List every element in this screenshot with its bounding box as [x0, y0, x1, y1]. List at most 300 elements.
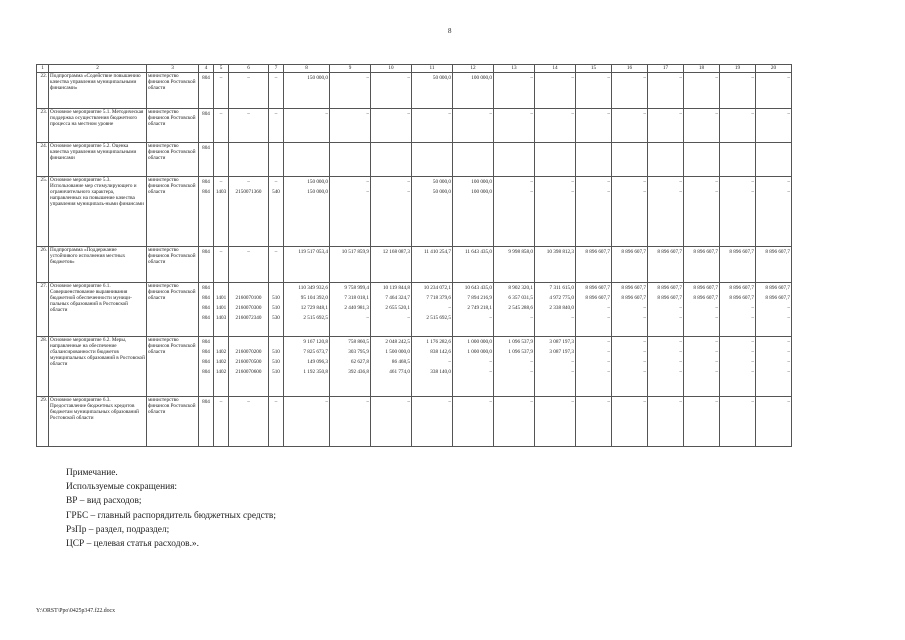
value-line: 2 515 692,5	[303, 315, 328, 321]
value-cell	[371, 177, 412, 247]
value-line: 2 440 981,3	[344, 305, 369, 311]
value-cell	[612, 337, 648, 397]
value-line: 530	[272, 315, 280, 321]
value-line: 100 000,0	[471, 75, 492, 81]
value-line: 11 410 254,7	[423, 249, 451, 255]
value-line: 1402	[215, 359, 227, 365]
value-cell	[412, 177, 453, 247]
value-line: 1 176 282,6	[426, 339, 451, 345]
value-line	[454, 143, 492, 153]
value-line: 8 896 607,7	[657, 295, 682, 301]
value-line: –	[530, 75, 533, 81]
value-cell	[284, 337, 330, 397]
value-cell	[720, 73, 756, 109]
value-cell	[284, 177, 330, 247]
value-line: –	[274, 399, 278, 405]
value-line: –	[643, 399, 646, 405]
value-cell	[612, 177, 648, 247]
value-cell	[269, 73, 284, 109]
value-line: –	[274, 249, 278, 255]
value-line: 95 104 392,0	[300, 295, 328, 301]
value-line: –	[643, 315, 646, 321]
value-cell	[412, 283, 453, 337]
value-line: 2150071360	[235, 189, 262, 195]
value-line: –	[489, 399, 492, 405]
value-cell	[330, 177, 371, 247]
value-line: 8 896 607,7	[585, 249, 610, 255]
value-cell	[612, 109, 648, 143]
value-cell	[576, 177, 612, 247]
row-name-cell: Подпрограмма «Содействие повышению качества управления муниципальными финансами»	[49, 73, 147, 109]
value-line: –	[751, 179, 754, 185]
header-cell: 3	[147, 65, 199, 73]
header-cell: 19	[720, 65, 756, 73]
value-line: –	[679, 111, 682, 117]
value-cell	[199, 397, 214, 447]
header-cell: 11	[412, 65, 453, 73]
value-line: –	[366, 399, 369, 405]
value-line: –	[607, 75, 610, 81]
value-line: 1401	[215, 295, 227, 301]
value-line: 150 000,0	[307, 189, 328, 195]
value-line: 150 000,0	[307, 75, 328, 81]
value-line: –	[407, 399, 410, 405]
value-cell	[453, 177, 494, 247]
value-cell	[612, 143, 648, 177]
value-line: 50 000,0	[432, 189, 451, 195]
value-cell	[648, 397, 684, 447]
value-line: –	[530, 399, 533, 405]
value-line: –	[448, 111, 451, 117]
value-cell	[412, 337, 453, 397]
value-cell	[269, 177, 284, 247]
value-cell	[648, 143, 684, 177]
value-cell	[199, 109, 214, 143]
value-cell	[612, 397, 648, 447]
value-line: 804	[202, 339, 210, 345]
header-cell: 10	[371, 65, 412, 73]
value-line: –	[571, 399, 574, 405]
value-line: 12 168 087,3	[382, 249, 410, 255]
value-line: 62 627,8	[350, 359, 369, 365]
row-number-cell: 24.	[37, 143, 49, 177]
value-line: 8 896 607,7	[765, 295, 790, 301]
value-line: 10 517 859,9	[341, 249, 369, 255]
value-cell	[214, 397, 229, 447]
value-line: 338 140,0	[430, 369, 451, 375]
value-line: 1 000 000,0	[467, 349, 492, 355]
value-line: –	[751, 305, 754, 311]
value-cell	[269, 109, 284, 143]
value-line: 10 234 072,1	[423, 285, 451, 291]
value-line: –	[247, 399, 250, 405]
responsible-cell: министерство финансов Ростовской области	[147, 143, 199, 177]
value-line: –	[787, 75, 790, 81]
value-line: –	[715, 111, 718, 117]
value-line: 8 896 607,7	[621, 249, 646, 255]
responsible-cell: министерство финансов Ростовской области	[147, 247, 199, 283]
file-path: Y:\ORST\Ppo\0425p347.f22.docx	[36, 608, 116, 614]
row-number-cell: 28.	[37, 337, 49, 397]
value-cell	[229, 337, 269, 397]
value-line: 510	[272, 295, 280, 301]
value-line: –	[219, 399, 223, 405]
value-cell	[720, 247, 756, 283]
value-line: –	[366, 315, 369, 321]
value-line: 12 729 848,1	[300, 305, 328, 311]
value-line: 2 048 242,5	[385, 339, 410, 345]
row-number-cell: 25.	[37, 177, 49, 247]
value-line: –	[679, 349, 682, 355]
value-cell	[371, 397, 412, 447]
value-cell	[284, 397, 330, 447]
value-cell	[535, 283, 576, 337]
value-line	[270, 143, 282, 153]
value-cell	[269, 143, 284, 177]
value-line: –	[751, 339, 754, 345]
value-line: 1403	[215, 315, 227, 321]
value-cell	[494, 143, 535, 177]
value-line: 8 896 607,7	[729, 295, 754, 301]
value-line	[413, 143, 451, 153]
header-cell: 15	[576, 65, 612, 73]
value-line: 86 468,5	[391, 359, 410, 365]
value-cell	[371, 247, 412, 283]
value-line: –	[219, 111, 223, 117]
header-row	[37, 65, 792, 73]
value-line: –	[607, 189, 610, 195]
value-line: –	[787, 339, 790, 345]
value-line: –	[607, 349, 610, 355]
value-line: –	[643, 359, 646, 365]
header-cell: 5	[214, 65, 229, 73]
row-number-cell: 22.	[37, 73, 49, 109]
value-line: –	[366, 189, 369, 195]
value-cell	[612, 283, 648, 337]
value-line: –	[787, 359, 790, 365]
value-line: –	[643, 349, 646, 355]
value-line: 2 655 520,1	[385, 305, 410, 311]
value-line: –	[751, 75, 754, 81]
value-line: 804	[202, 295, 210, 301]
table-row	[37, 397, 792, 447]
value-cell	[229, 397, 269, 447]
value-line: –	[530, 369, 533, 375]
value-cell	[720, 109, 756, 143]
table-row	[37, 143, 792, 177]
value-line: 1402	[215, 369, 227, 375]
value-line: 804	[202, 285, 210, 291]
value-line: 149 096,3	[307, 359, 328, 365]
value-cell	[269, 283, 284, 337]
value-line: 8 896 607,7	[765, 285, 790, 291]
value-cell	[535, 337, 576, 397]
value-cell	[199, 143, 214, 177]
value-line: –	[325, 399, 328, 405]
row-number-cell: 29.	[37, 397, 49, 447]
value-cell	[684, 109, 720, 143]
value-line: 804	[202, 179, 210, 185]
row-name-cell: Основное мероприятие 5.1. Методическая поддержка осуществления бюджетного процесса на местном уровне	[49, 109, 147, 143]
value-line: –	[607, 369, 610, 375]
value-line	[285, 143, 328, 153]
value-line: 2160070600	[235, 369, 262, 375]
value-line: 1 192 350,8	[303, 369, 328, 375]
value-cell	[229, 73, 269, 109]
value-line: –	[715, 315, 718, 321]
value-line: –	[325, 111, 328, 117]
value-cell	[412, 143, 453, 177]
value-line: 8 896 607,7	[729, 285, 754, 291]
table-row	[37, 283, 792, 337]
value-cell	[535, 73, 576, 109]
value-line: 1401	[215, 305, 227, 311]
value-line: 8 896 607,7	[765, 249, 790, 255]
value-line: 2 338 840,0	[549, 305, 574, 311]
value-cell	[494, 109, 535, 143]
value-line: 2 749 218,1	[467, 305, 492, 311]
value-line: –	[247, 179, 250, 185]
value-line: 392 436,8	[348, 369, 369, 375]
value-line: 510	[272, 359, 280, 365]
value-cell	[453, 143, 494, 177]
value-line: 9 167 120,8	[303, 339, 328, 345]
value-line: 8 896 607,7	[621, 295, 646, 301]
value-cell	[576, 143, 612, 177]
note-line: ЦСР – целевая статья расходов.».	[66, 539, 199, 550]
header-cell: 8	[284, 65, 330, 73]
responsible-cell: министерство финансов Ростовской области	[147, 109, 199, 143]
value-line: 150 000,0	[307, 179, 328, 185]
value-cell	[229, 143, 269, 177]
value-cell	[720, 283, 756, 337]
value-line: 8 896 607,7	[657, 249, 682, 255]
row-name-cell: Основное мероприятие 6.3. Предоставление бюджетных кредитов бюджетам муниципальных образований Ростовской области	[49, 397, 147, 447]
value-line: –	[607, 339, 610, 345]
value-cell	[756, 337, 792, 397]
note-line: Используемые сокращения:	[66, 482, 178, 493]
value-line	[230, 337, 267, 347]
note-title: Примечание.	[66, 468, 118, 478]
value-cell	[330, 109, 371, 143]
responsible-cell: министерство финансов Ростовской области	[147, 177, 199, 247]
value-cell	[684, 283, 720, 337]
value-cell	[494, 337, 535, 397]
value-line: –	[751, 315, 754, 321]
row-name-cell: Основное мероприятие 5.3. Использование мер стимулирующего и ограничительного характера, направленных на повышение качества управления муниципаль-ными финансами	[49, 177, 147, 247]
value-cell	[269, 247, 284, 283]
note-block	[66, 466, 276, 551]
value-cell	[720, 397, 756, 447]
header-cell: 4	[199, 65, 214, 73]
value-cell	[756, 283, 792, 337]
value-cell	[214, 283, 229, 337]
value-line: –	[679, 359, 682, 365]
value-line: –	[247, 75, 250, 81]
value-cell	[535, 109, 576, 143]
header-cell: 16	[612, 65, 648, 73]
value-line: 804	[202, 359, 210, 365]
value-line: 838 142,6	[430, 349, 451, 355]
value-line: 303 795,9	[348, 349, 369, 355]
header-cell: 7	[269, 65, 284, 73]
value-cell	[576, 109, 612, 143]
value-line	[495, 143, 533, 153]
value-line: 2160070100	[235, 295, 262, 301]
value-line	[721, 143, 754, 153]
value-cell	[535, 397, 576, 447]
value-line	[230, 283, 267, 293]
value-cell	[269, 397, 284, 447]
value-line: –	[448, 399, 451, 405]
value-line: 10 119 844,8	[382, 285, 410, 291]
value-line: 110 349 932,6	[298, 285, 328, 291]
value-line: 2 545 288,6	[508, 305, 533, 311]
value-cell	[330, 337, 371, 397]
value-cell	[412, 247, 453, 283]
value-cell	[684, 397, 720, 447]
value-line: 7 318 018,1	[344, 295, 369, 301]
value-line: –	[489, 315, 492, 321]
header-cell: 13	[494, 65, 535, 73]
value-line: 6 357 031,5	[508, 295, 533, 301]
value-line: –	[530, 179, 533, 185]
value-line: 2160070500	[235, 359, 262, 365]
value-cell	[330, 247, 371, 283]
value-line: 119 517 053,4	[298, 249, 328, 255]
value-cell	[284, 109, 330, 143]
value-line: –	[219, 179, 223, 185]
value-cell	[330, 73, 371, 109]
value-line: 1 000 000,0	[467, 339, 492, 345]
value-line: –	[751, 111, 754, 117]
value-line	[215, 283, 227, 293]
value-cell	[284, 283, 330, 337]
row-name-cell: Основное мероприятие 5.2. Оценка качества управления муниципальными финансами	[49, 143, 147, 177]
row-number-cell: 23.	[37, 109, 49, 143]
value-line: –	[607, 179, 610, 185]
value-cell	[371, 73, 412, 109]
value-cell	[756, 397, 792, 447]
value-line	[215, 143, 227, 153]
value-line	[613, 143, 646, 153]
header-cell: 9	[330, 65, 371, 73]
value-line: –	[366, 179, 369, 185]
value-cell	[229, 177, 269, 247]
value-line: –	[571, 179, 574, 185]
value-line: 1403	[215, 189, 227, 195]
value-line: 804	[202, 75, 210, 81]
header-cell: 18	[684, 65, 720, 73]
table-row	[37, 177, 792, 247]
value-line: 2160070200	[235, 349, 262, 355]
value-line: –	[715, 305, 718, 311]
note-line: ВР – вид расходов;	[66, 496, 142, 507]
value-line: –	[787, 305, 790, 311]
responsible-cell: министерство финансов Ростовской области	[147, 337, 199, 397]
value-cell	[494, 177, 535, 247]
value-line: 8 896 607,7	[693, 285, 718, 291]
value-line: 4 972 775,0	[549, 295, 574, 301]
value-line: 8 896 607,7	[621, 285, 646, 291]
value-line: –	[715, 179, 718, 185]
value-line	[536, 143, 574, 153]
value-cell	[756, 143, 792, 177]
row-name-cell: Подпрограмма «Поддержание устойчивого исполнения местных бюджетов»	[49, 247, 147, 283]
budget-table	[36, 64, 792, 447]
value-line: 804	[202, 189, 210, 195]
value-line: –	[715, 359, 718, 365]
table-row	[37, 337, 792, 397]
value-line: –	[679, 339, 682, 345]
value-cell	[756, 109, 792, 143]
value-line: –	[643, 369, 646, 375]
value-line: –	[751, 359, 754, 365]
value-line: 2160070300	[235, 305, 262, 311]
value-cell	[229, 109, 269, 143]
value-line: –	[643, 75, 646, 81]
value-cell	[214, 247, 229, 283]
value-line: 804	[202, 399, 210, 405]
value-line: –	[407, 179, 410, 185]
value-line: –	[407, 111, 410, 117]
value-line: –	[530, 189, 533, 195]
value-line: –	[679, 315, 682, 321]
value-line: 804	[202, 369, 210, 375]
value-cell	[284, 73, 330, 109]
value-cell	[371, 143, 412, 177]
value-line: 510	[272, 305, 280, 311]
value-line: 7 464 324,7	[385, 295, 410, 301]
value-line: –	[489, 369, 492, 375]
value-line: –	[751, 369, 754, 375]
value-line: –	[571, 369, 574, 375]
value-line: –	[679, 75, 682, 81]
value-line: –	[607, 399, 610, 405]
value-cell	[371, 283, 412, 337]
value-line: 510	[272, 349, 280, 355]
value-cell	[371, 337, 412, 397]
value-line: –	[679, 179, 682, 185]
value-cell	[453, 109, 494, 143]
value-line: 9 758 999,4	[344, 285, 369, 291]
value-cell	[453, 283, 494, 337]
row-name-cell: Основное мероприятие 6.1. Совершенствование выравнивания бюджетной обеспеченности муници-пальных образований в Ростовской области	[49, 283, 147, 337]
value-cell	[684, 73, 720, 109]
value-line: –	[274, 179, 278, 185]
value-line: –	[448, 359, 451, 365]
value-line: –	[751, 189, 754, 195]
value-line: –	[643, 305, 646, 311]
value-line	[577, 143, 610, 153]
value-line: 8 896 607,7	[693, 249, 718, 255]
value-line: –	[247, 249, 250, 255]
header-cell: 12	[453, 65, 494, 73]
value-line: 9 998 858,0	[508, 249, 533, 255]
header-cell: 6	[229, 65, 269, 73]
value-line: 8 902 320,1	[508, 285, 533, 291]
value-line: –	[607, 315, 610, 321]
value-line	[372, 143, 410, 153]
value-line: –	[715, 369, 718, 375]
value-line: –	[607, 111, 610, 117]
value-line: –	[219, 249, 223, 255]
value-line	[331, 143, 369, 153]
value-cell	[199, 247, 214, 283]
value-line: –	[571, 359, 574, 365]
value-cell	[648, 337, 684, 397]
value-line: 540	[272, 189, 280, 195]
